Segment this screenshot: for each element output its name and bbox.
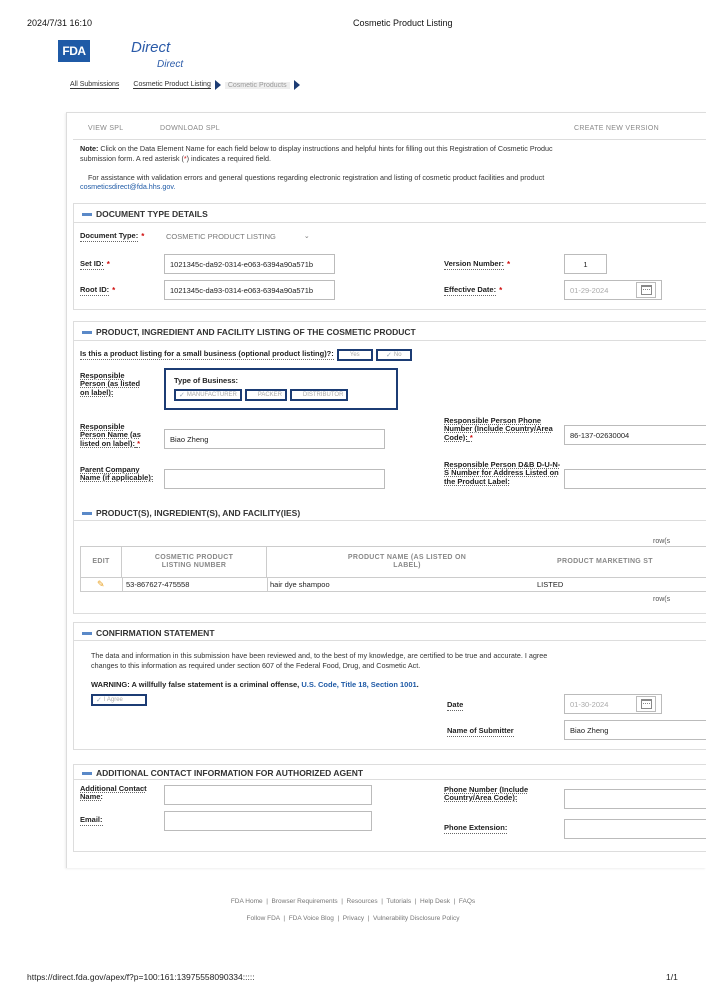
root-id-field[interactable]: 1021345c-da93-0314-e063-6394a90a571b: [164, 280, 335, 300]
version-number-label[interactable]: Version Number:: [444, 259, 505, 268]
col-edit: EDIT: [81, 547, 122, 577]
listing-number-cell: 53-867627-475558: [126, 580, 190, 589]
calendar-icon[interactable]: [636, 282, 656, 298]
product-listing-header: PRODUCT, INGREDIENT AND FACILITY LISTING OF THE COSMETIC PRODUCT: [82, 327, 416, 337]
collapse-icon[interactable]: [82, 772, 92, 775]
edit-pencil-icon[interactable]: ✎: [97, 579, 105, 589]
rp-phone-field[interactable]: 86-137-02630004: [564, 425, 706, 445]
products-table: [80, 546, 706, 592]
business-manufacturer-checkbox[interactable]: ✓ MANUFACTURER: [174, 389, 242, 401]
view-spl-button[interactable]: VIEW SPL: [88, 125, 124, 132]
rp-name-label[interactable]: Responsible Person Name (as listed on label): *: [80, 422, 141, 448]
print-title: Cosmetic Product Listing: [353, 18, 453, 28]
fda-logo[interactable]: FDA: [58, 40, 90, 62]
collapse-icon[interactable]: [82, 512, 92, 515]
print-datetime: 2024/7/31 16:10: [27, 18, 93, 28]
table-row: [81, 578, 706, 592]
assist-email-link[interactable]: cosmeticsdirect@fda.hhs.gov.: [80, 182, 176, 191]
version-number-field[interactable]: 1: [564, 254, 607, 274]
contact-name-label[interactable]: Additional Contact Name:: [80, 784, 147, 802]
set-id-label[interactable]: Set ID:: [80, 259, 104, 268]
agent-phone-label[interactable]: Phone Number (Include Country/Area Code):: [444, 785, 529, 803]
app-subtitle: Direct: [157, 59, 184, 70]
effective-date-label[interactable]: Effective Date:: [444, 285, 497, 294]
download-spl-button[interactable]: DOWNLOAD SPL: [160, 125, 220, 132]
document-type-select[interactable]: COSMETIC PRODUCT LISTING ⌄: [166, 232, 310, 241]
small-business-no-option[interactable]: ✓ No: [376, 349, 412, 361]
us-code-link[interactable]: U.S. Code, Title 18, Section 1001: [301, 680, 417, 689]
calendar-icon[interactable]: [636, 696, 656, 712]
products-grid-header: PRODUCT(S), INGREDIENT(S), AND FACILITY(IES): [82, 508, 300, 518]
col-listing-number[interactable]: COSMETIC PRODUCT LISTING NUMBER: [122, 547, 267, 577]
type-of-business-box: Type of Business: ✓ MANUFACTURER PACKER DISTRIBUTOR: [164, 368, 398, 410]
submitter-field[interactable]: Biao Zheng: [564, 720, 706, 740]
print-page-number: 1/1: [666, 972, 678, 982]
assist-text: For assistance with validation errors and general questions regarding electronic registration and listing of cosmetic product facilities and product: [88, 173, 545, 182]
parent-company-label[interactable]: Parent Company Name (if applicable):: [80, 465, 154, 483]
phone-extension-label[interactable]: Phone Extension:: [444, 823, 508, 832]
breadcrumb-cosmetic-product-listing[interactable]: Cosmetic Product Listing: [133, 81, 211, 88]
col-product-name[interactable]: PRODUCT NAME (AS LISTED ON LABEL): [347, 553, 467, 569]
check-icon: ✓: [386, 352, 392, 359]
i-agree-checkbox[interactable]: ✓ I Agree: [91, 694, 147, 706]
set-id-field[interactable]: 1021345c-da92-0314-e063-6394a90a571b: [164, 254, 335, 274]
rows-count-bottom: row(s: [653, 596, 671, 603]
confirmation-date-field[interactable]: 01-30-2024: [564, 694, 662, 714]
business-packer-checkbox[interactable]: PACKER: [245, 389, 287, 401]
small-business-question[interactable]: Is this a product listing for a small business (optional product listing)?:: [80, 349, 334, 359]
agent-header: ADDITIONAL CONTACT INFORMATION FOR AUTHORIZED AGENT: [82, 768, 363, 778]
breadcrumb-arrow-icon: [294, 80, 300, 90]
document-type-label[interactable]: Document Type:: [80, 231, 139, 240]
breadcrumb-all-submissions[interactable]: All Submissions: [70, 81, 120, 88]
parent-company-field[interactable]: [164, 469, 385, 489]
app-name: Direct: [131, 39, 171, 56]
check-icon: ✓: [96, 697, 102, 704]
effective-date-field[interactable]: 01-29-2024: [564, 280, 662, 300]
print-url: https://direct.fda.gov/apex/f?p=100:161:13975558090334:::::: [27, 972, 255, 982]
contact-name-field[interactable]: [164, 785, 372, 805]
document-type-header: DOCUMENT TYPE DETAILS: [82, 209, 208, 219]
product-name-cell: hair dye shampoo: [270, 580, 330, 589]
breadcrumb-arrow-icon: [215, 80, 221, 90]
confirmation-text: The data and information in this submission have been reviewed and, to the best of my knowledge, are certified to be true and accurate. I agree changes to this information as required under section 607 of the Federal Food, Drug, and Cosmetic Act.: [91, 651, 548, 670]
submitter-label[interactable]: Name of Submitter: [447, 726, 514, 735]
note-text: Note: Click on the Data Element Name for each field below to display instructions and helpful hints for filling out this Registration of Cosmetic Produc submission form. A red asterisk (*) indicates a required field.: [80, 144, 553, 163]
collapse-icon[interactable]: [82, 632, 92, 635]
confirmation-header: CONFIRMATION STATEMENT: [82, 628, 215, 638]
footer-links-primary[interactable]: FDA Home | Browser Requirements | Resources | Tutorials | Help Desk | FAQs: [230, 898, 476, 905]
rows-count-top: row(s: [653, 538, 671, 545]
collapse-icon[interactable]: [82, 331, 92, 334]
create-new-version-button[interactable]: CREATE NEW VERSION: [574, 125, 660, 132]
chevron-down-icon: ⌄: [303, 233, 310, 240]
col-marketing-status[interactable]: PRODUCT MARKETING ST: [557, 557, 653, 565]
agent-phone-field[interactable]: [564, 789, 706, 809]
rp-phone-label[interactable]: Responsible Person Phone Number (Include Country/Area Code): *: [444, 416, 553, 442]
email-label[interactable]: Email:: [80, 815, 103, 824]
root-id-label[interactable]: Root ID:: [80, 285, 110, 294]
duns-label[interactable]: Responsible Person D&B D-U-N-S Number for Address Listed on the Product Label:: [444, 460, 561, 486]
business-distributor-checkbox[interactable]: DISTRIBUTOR: [290, 389, 348, 401]
small-business-yes-option[interactable]: Yes: [337, 349, 373, 361]
duns-field[interactable]: [564, 469, 706, 489]
email-field[interactable]: [164, 811, 372, 831]
breadcrumb-cosmetic-products: Cosmetic Products: [225, 82, 290, 89]
footer-links-secondary[interactable]: Follow FDA | FDA Voice Blog | Privacy | Vulnerability Disclosure Policy: [246, 915, 460, 922]
collapse-icon[interactable]: [82, 213, 92, 216]
rp-name-field[interactable]: Biao Zheng: [164, 429, 385, 449]
responsible-person-label[interactable]: Responsible Person (as listed on label):: [80, 371, 141, 397]
check-icon: ✓: [179, 392, 185, 399]
breadcrumb: [70, 80, 300, 90]
date-label[interactable]: Date: [447, 700, 464, 709]
status-cell: LISTED: [537, 580, 564, 589]
warning-text: WARNING: A willfully false statement is a criminal offense, U.S. Code, Title 18, Section 1001.: [91, 680, 419, 689]
phone-extension-field[interactable]: [564, 819, 706, 839]
